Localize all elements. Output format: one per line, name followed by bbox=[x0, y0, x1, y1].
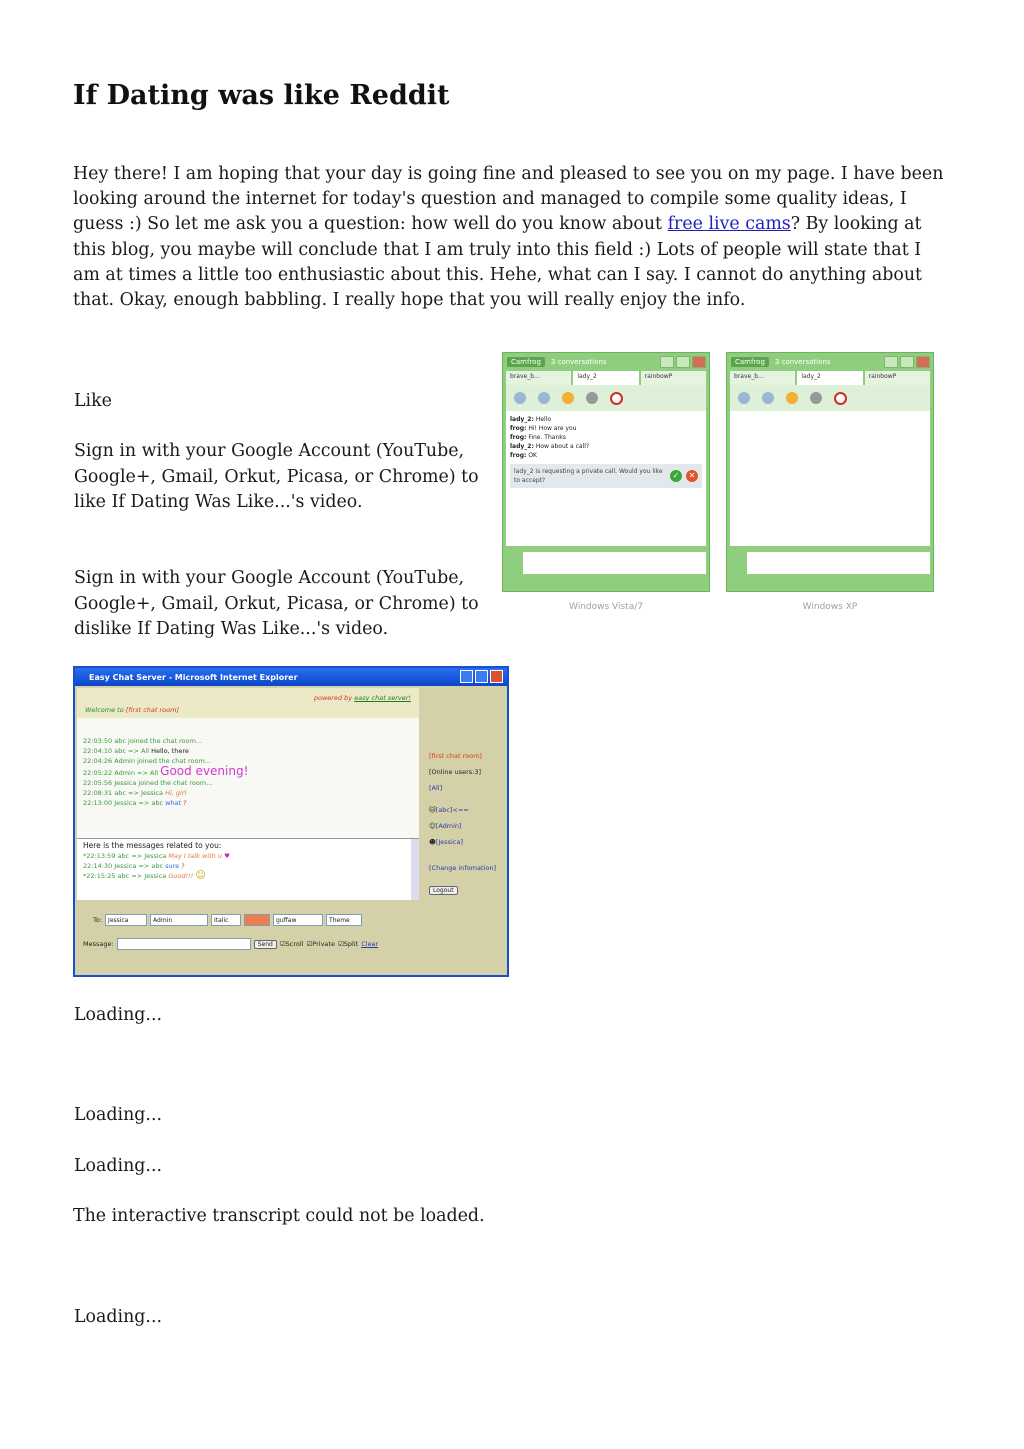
photo-icon bbox=[562, 392, 574, 404]
to-field: Jessica bbox=[105, 914, 147, 926]
tab-brave: brave_b... bbox=[506, 371, 571, 385]
private-messages: Here is the messages related to you: *22:13:59 abc => Jessica May I talk with u ♥ 22:14:30 Jessica => abc sure ? *22:15:25 abc => Jessica Good!!! ☺ bbox=[77, 838, 419, 900]
girl-avatar-icon: ☻ bbox=[429, 838, 436, 846]
block-icon bbox=[610, 392, 623, 405]
intro-text-after: ? By looking at this blog, you maybe will conclude that I am truly into this field :) Lots of people will state that I am at times a little too enthusiastic about this. Hehe, what can I say. I cannot do anything about that. Okay, enough babbling. I really hope that you will really enjoy the info. bbox=[73, 214, 923, 311]
intro-text-before: Hey there! I am hoping that your day is going fine and pleased to see you on my page. I have been looking around the internet for today's question and managed to compile some quality ideas, I guess :) So let me ask you a question: how well do you know about bbox=[73, 164, 944, 235]
loading-text-3: Loading... bbox=[74, 1156, 162, 1176]
maximize-icon bbox=[900, 356, 914, 368]
loading-text-4: Loading... bbox=[74, 1307, 162, 1327]
from-select: Admin bbox=[150, 914, 208, 926]
emoticon-icon bbox=[738, 392, 750, 404]
signin-like-text: Sign in with your Google Account (YouTube, Google+, Gmail, Orkut, Picasa, or Chrome) to like If Dating Was Like...'s video. bbox=[74, 441, 479, 512]
cat-avatar-icon: 🐱 bbox=[429, 806, 436, 814]
intro-paragraph bbox=[73, 162, 953, 313]
color-select bbox=[244, 914, 270, 926]
close-icon bbox=[490, 670, 503, 683]
accept-icon: ✓ bbox=[670, 470, 682, 482]
signin-dislike-text: Sign in with your Google Account (YouTube, Google+, Gmail, Orkut, Picasa, or Chrome) to dislike If Dating Was Like...'s video. bbox=[74, 568, 479, 639]
loading-text-2: Loading... bbox=[74, 1105, 162, 1125]
transcript-error: The interactive transcript could not be loaded. bbox=[73, 1206, 485, 1226]
minimize-icon bbox=[460, 670, 473, 683]
camera-icon bbox=[762, 392, 774, 404]
minimize-icon bbox=[884, 356, 898, 368]
window-title: Easy Chat Server - Microsoft Internet Explorer bbox=[75, 668, 507, 686]
question-icon: ? bbox=[181, 862, 185, 870]
free-live-cams-link[interactable]: free live cams bbox=[667, 214, 791, 235]
private-checkbox: ☑Private bbox=[306, 940, 335, 948]
camfrog-window-xp: Camfrog 3 conversations brave_b... lady_2 rainbowP bbox=[726, 352, 934, 592]
maximize-icon bbox=[676, 356, 690, 368]
smurf-avatar-icon: ☺ bbox=[429, 822, 436, 830]
emoticon-icon bbox=[514, 392, 526, 404]
camfrog-window-vista bbox=[502, 352, 710, 592]
call-request: lady_2 is requesting a private call. Would you like to accept? ✓ ✕ bbox=[510, 464, 702, 488]
loading-text-1: Loading... bbox=[74, 1005, 162, 1025]
tab-rainbow: rainbowP bbox=[641, 371, 706, 385]
camfrog-menu-button: Camfrog bbox=[507, 357, 545, 367]
message-field bbox=[117, 938, 251, 950]
decline-icon: ✕ bbox=[686, 470, 698, 482]
easychat-screenshot bbox=[73, 666, 509, 977]
message-form: To: Jessica Admin Italic guffaw Theme Message: Send ☑Scroll ☑Private ☑Split Clear bbox=[77, 904, 419, 959]
camfrog-screenshot bbox=[502, 352, 934, 622]
theme-select: Theme bbox=[326, 914, 362, 926]
powered-by: powered by easy chat server! bbox=[313, 694, 411, 702]
message-input bbox=[747, 552, 930, 574]
conversations-count: 3 conversations bbox=[550, 358, 607, 366]
tab-lady: lady_2 bbox=[573, 371, 638, 385]
chat-log: 22:03:50 abc joined the chat room... 22:04:10 abc => All Hello, there 22:04:26 Admin joined the chat room... 22:05:22 Admin => All Good evening! 22:05:56 Jessica joined the chat room... 22:08:31 abc => Jessica Hi, girl 22:13:00 Jessica => abc what ? bbox=[77, 718, 419, 838]
photo-icon bbox=[786, 392, 798, 404]
question-icon: ? bbox=[183, 799, 187, 807]
scrollbar bbox=[411, 839, 419, 900]
message-input bbox=[523, 552, 706, 574]
user-panel: [first chat room] [Online users:3] [All] 🐱[abc]<== ☺[Admin] ☻[Jessica] [Change infomation] Logout bbox=[429, 752, 496, 894]
font-select: guffaw bbox=[273, 914, 323, 926]
split-checkbox: ☑Split bbox=[337, 940, 359, 948]
caption-xp: Windows XP bbox=[802, 602, 858, 612]
clear-link: Clear bbox=[361, 940, 379, 948]
like-label[interactable]: Like bbox=[74, 391, 112, 411]
close-icon bbox=[692, 356, 706, 368]
chat-log: lady_2: Hello frog: Hi! How are you frog: Fine. Thanks lady_2: How about a call? frog: OK lady_2 is requesting a private call. Would you like to accept? ✓ ✕ bbox=[506, 411, 706, 546]
minimize-icon bbox=[660, 356, 674, 368]
logout-button: Logout bbox=[429, 886, 458, 895]
caption-vista: Windows Vista/7 bbox=[569, 602, 643, 612]
smiley-icon: ☺ bbox=[195, 870, 206, 881]
paperclip-icon bbox=[810, 392, 822, 404]
paperclip-icon bbox=[586, 392, 598, 404]
welcome-text: Welcome to [first chat room] bbox=[85, 706, 179, 714]
maximize-icon bbox=[475, 670, 488, 683]
scroll-checkbox: ☑Scroll bbox=[279, 940, 304, 948]
chat-log-empty bbox=[730, 411, 930, 546]
style-select: Italic bbox=[211, 914, 241, 926]
close-icon bbox=[916, 356, 930, 368]
heart-icon: ♥ bbox=[224, 852, 230, 860]
send-button: Send bbox=[254, 940, 277, 949]
camera-icon bbox=[538, 392, 550, 404]
page-title: If Dating was like Reddit bbox=[73, 80, 450, 111]
block-icon bbox=[834, 392, 847, 405]
